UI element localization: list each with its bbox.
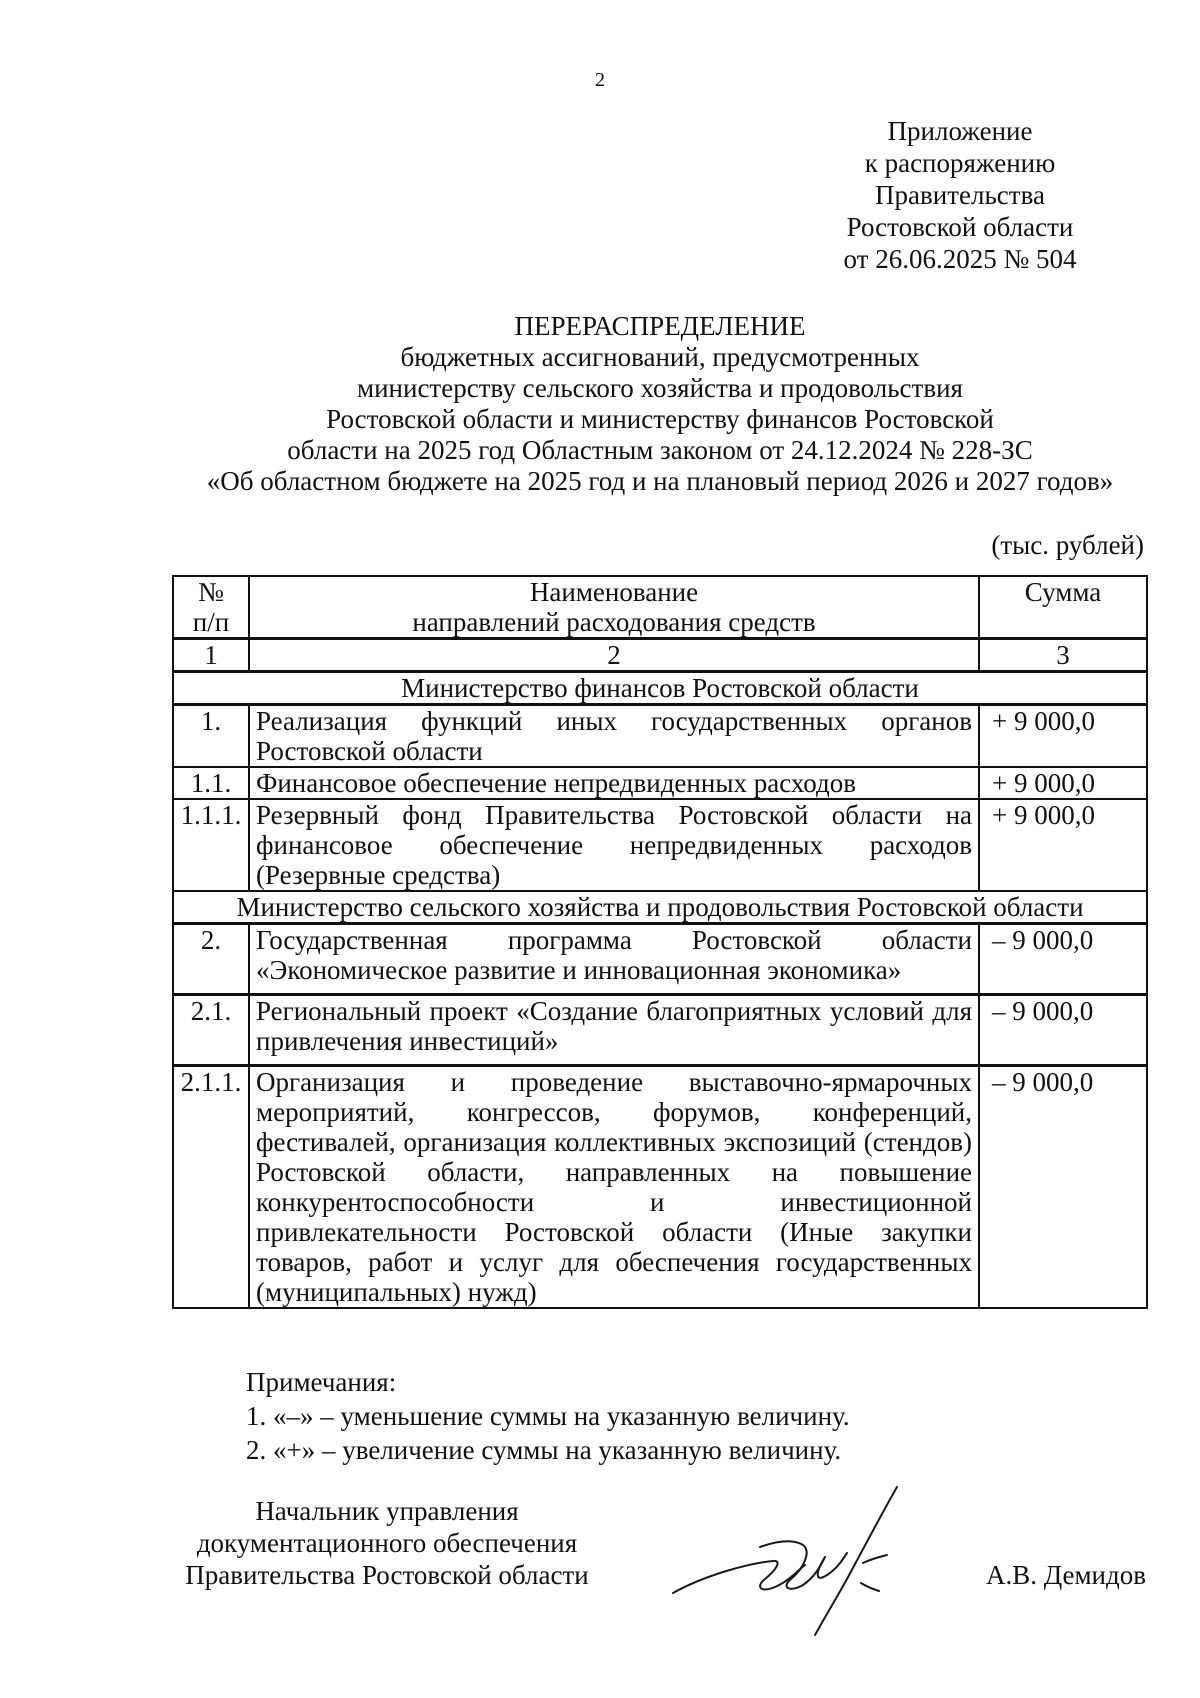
header-num — [173, 576, 249, 639]
row-num: 2.1.1. — [173, 1066, 249, 1309]
section-row — [173, 891, 1147, 924]
appendix-line: к распоряжению — [864, 148, 1056, 178]
row-num: 1. — [173, 705, 249, 768]
column-number: 3 — [979, 639, 1147, 672]
table-row — [173, 1066, 1147, 1309]
header-sum: Сумма — [979, 576, 1147, 639]
table-row — [173, 767, 1147, 799]
appendix-line: от 26.06.2025 № 504 — [843, 244, 1077, 274]
unit-label: (тыс. рублей) — [991, 530, 1144, 560]
table-row — [173, 995, 1147, 1066]
subtitle-line: «Об областном бюджете на 2025 год и на плановый период 2026 и 2027 годов» — [206, 466, 1114, 496]
row-sum: – 9 000,0 — [979, 995, 1147, 1066]
section-title: Министерство сельского хозяйства и продовольствия Ростовской области — [173, 891, 1147, 924]
row-sum: + 9 000,0 — [979, 767, 1147, 799]
appendix-block — [790, 115, 1130, 275]
row-name: Региональный проект «Создание благоприятных условий для привлечения инвестиций» — [249, 995, 979, 1066]
document-title: ПЕРЕРАСПРЕДЕЛЕНИЕ — [514, 311, 806, 341]
signatory-name: А.В. Демидов — [985, 1560, 1146, 1590]
notes-block — [246, 1365, 850, 1467]
row-num: 1.1.1. — [173, 799, 249, 891]
row-num: 2. — [173, 924, 249, 995]
header-name — [249, 576, 979, 639]
section-row — [173, 672, 1147, 705]
section-title: Министерство финансов Ростовской области — [173, 672, 1147, 705]
table-row — [173, 705, 1147, 768]
header-num-line: № — [198, 577, 224, 607]
column-number: 1 — [173, 639, 249, 672]
column-number-row — [173, 639, 1147, 672]
table-row — [173, 924, 1147, 995]
signatory-position — [172, 1495, 602, 1591]
header-name-line: Наименование — [529, 577, 699, 607]
header-name-line: направлений расходования средств — [412, 607, 816, 637]
title-block — [130, 310, 1190, 497]
notes-heading: Примечания: — [246, 1367, 397, 1397]
handwritten-signature — [665, 1475, 945, 1645]
row-name: Резервный фонд Правительства Ростовской области на финансовое обеспечение непредвиденных расходов (Резервные средства) — [249, 799, 979, 891]
page-number: 2 — [595, 69, 605, 91]
subtitle-line: Ростовской области и министерству финансов Ростовской — [326, 404, 994, 434]
position-line: документационного обеспечения — [196, 1528, 578, 1558]
row-sum: + 9 000,0 — [979, 799, 1147, 891]
position-line: Начальник управления — [255, 1496, 519, 1526]
header-num-line: п/п — [192, 607, 230, 637]
row-name: Финансовое обеспечение непредвиденных расходов — [249, 767, 979, 799]
table-header-row — [173, 576, 1147, 639]
row-name: Государственная программа Ростовской области «Экономическое развитие и инновационная экономика» — [249, 924, 979, 995]
row-num: 1.1. — [173, 767, 249, 799]
table-row — [173, 799, 1147, 891]
note-item: 2. «+» – увеличение суммы на указанную величину. — [246, 1435, 842, 1465]
subtitle-line: министерству сельского хозяйства и продовольствия — [357, 373, 963, 403]
appendix-line: Ростовской области — [846, 212, 1074, 242]
subtitle-line: бюджетных ассигнований, предусмотренных — [400, 342, 920, 372]
row-name: Организация и проведение выставочно-ярмарочных мероприятий, конгрессов, форумов, конференций, фестивалей, организация коллективных экспозиций (стендов) Ростовской области, направленных на повышение конкурентоспособности и инвестиционной привлекательности Ростовской области (Иные закупки товаров, работ и услуг для обеспечения государственных (муниципальных) нужд) — [249, 1066, 979, 1309]
row-num: 2.1. — [173, 995, 249, 1066]
subtitle-line: области на 2025 год Областным законом от 24.12.2024 № 228-ЗС — [287, 435, 1033, 465]
appendix-line: Правительства — [875, 180, 1045, 210]
row-sum: – 9 000,0 — [979, 1066, 1147, 1309]
row-name: Реализация функций иных государственных органов Ростовской области — [249, 705, 979, 768]
allocation-table — [172, 575, 1148, 1309]
appendix-line: Приложение — [887, 116, 1033, 146]
row-sum: + 9 000,0 — [979, 705, 1147, 768]
row-sum: – 9 000,0 — [979, 924, 1147, 995]
column-number: 2 — [249, 639, 979, 672]
position-line: Правительства Ростовской области — [185, 1560, 589, 1590]
note-item: 1. «–» – уменьшение суммы на указанную величину. — [246, 1401, 850, 1431]
